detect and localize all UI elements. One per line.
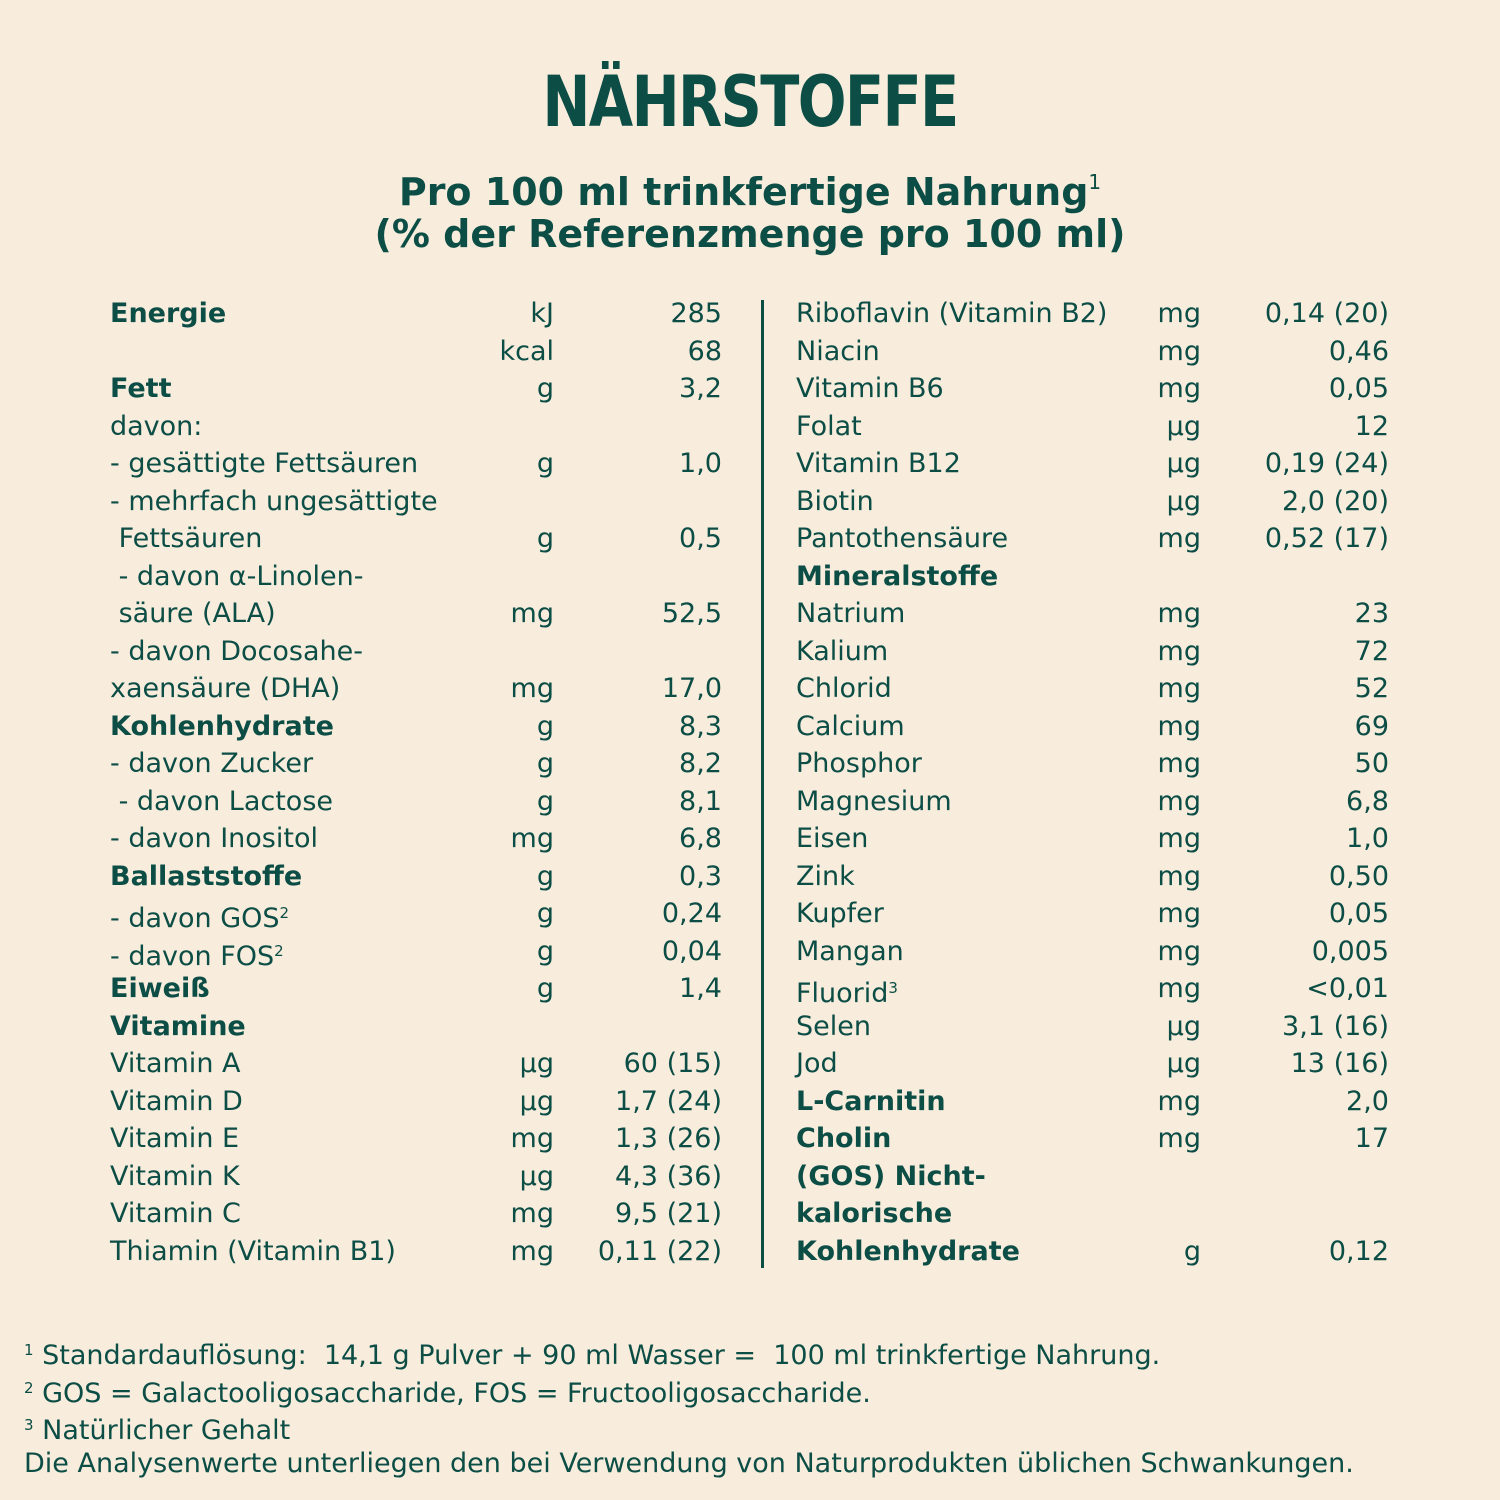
nutrient-value: 1,0 xyxy=(1346,823,1389,854)
table-row xyxy=(110,520,722,558)
table-row xyxy=(110,970,722,1008)
nutrient-label: kalorische xyxy=(796,1198,953,1229)
nutrient-unit: µg xyxy=(1166,1048,1201,1079)
nutrient-unit: g xyxy=(536,898,554,929)
nutrient-label: Phosphor xyxy=(796,748,922,779)
nutrient-unit: mg xyxy=(510,1235,554,1267)
nutrient-table-right xyxy=(796,295,1389,1270)
nutrient-value: 6,8 xyxy=(1346,785,1389,817)
footnote-text: Die Analysenwerte unterliegen den bei Verwendung von Naturprodukten üblichen Schwankungen. xyxy=(24,1447,1354,1479)
nutrient-unit: mg xyxy=(1157,785,1201,817)
subtitle-line-2: (% der Referenzmenge pro 100 ml) xyxy=(374,212,1126,256)
table-row xyxy=(110,1045,722,1083)
nutrient-label: Calcium xyxy=(796,710,905,742)
nutrient-label: Folat xyxy=(796,410,862,442)
table-row xyxy=(110,1195,722,1233)
nutrient-value: 50 xyxy=(1354,748,1389,779)
table-row xyxy=(110,295,722,333)
nutrient-label: Energie xyxy=(110,298,227,329)
nutrient-label: Mineralstoffe xyxy=(796,560,999,592)
nutrient-value: 0,04 xyxy=(661,935,722,967)
nutrient-label: Vitamin K xyxy=(110,1160,240,1192)
table-row xyxy=(796,1233,1389,1271)
nutrient-label: Kohlenhydrate xyxy=(110,710,334,742)
table-row xyxy=(796,295,1389,333)
nutrient-value: 0,05 xyxy=(1328,373,1389,404)
footnote-line xyxy=(24,1407,290,1450)
nutrient-label: Pantothensäure xyxy=(796,523,1009,554)
nutrient-unit: g xyxy=(536,973,554,1004)
footnote-number: 3 xyxy=(24,1416,34,1434)
nutrient-value: 8,3 xyxy=(679,710,722,742)
nutrient-label: - davon FOS$^2$ xyxy=(110,940,284,972)
table-row xyxy=(796,933,1389,971)
nutrient-label: Fett xyxy=(110,373,172,404)
nutrient-unit: mg xyxy=(510,598,554,629)
nutrient-unit: µg xyxy=(519,1085,554,1117)
nutrient-unit: mg xyxy=(1157,860,1201,892)
table-row xyxy=(796,1083,1389,1121)
table-row xyxy=(110,370,722,408)
table-row xyxy=(796,633,1389,671)
footnote-text: Natürlicher Gehalt xyxy=(33,1415,291,1446)
nutrient-value: 0,005 xyxy=(1311,935,1389,967)
table-row xyxy=(110,558,722,596)
table-row xyxy=(796,1158,1389,1196)
nutrient-label: davon: xyxy=(110,410,203,442)
nutrient-value: 0,5 xyxy=(679,523,722,554)
nutrient-unit: g xyxy=(536,748,554,779)
nutrient-label: Eiweiß xyxy=(110,973,210,1004)
nutrient-value: 285 xyxy=(670,298,722,329)
nutrient-label: Mangan xyxy=(796,935,904,967)
nutrient-label: Zink xyxy=(796,860,855,892)
nutrient-unit: mg xyxy=(1157,973,1201,1004)
footnote-ref: 2 xyxy=(279,904,290,922)
nutrient-value: <0,01 xyxy=(1306,973,1389,1004)
nutrient-unit: kcal xyxy=(499,335,554,367)
nutrient-value: 60 (15) xyxy=(623,1048,722,1079)
table-row xyxy=(110,483,722,521)
nutrient-label: Kupfer xyxy=(796,898,884,929)
table-row xyxy=(110,595,722,633)
nutrient-unit: mg xyxy=(1157,823,1201,854)
nutrient-unit: g xyxy=(536,373,554,404)
table-row xyxy=(796,1195,1389,1233)
nutrient-value: 69 xyxy=(1354,710,1389,742)
table-row xyxy=(110,633,722,671)
nutrient-label: Riboflavin (Vitamin B2) xyxy=(796,298,1108,329)
nutrient-label: Kalium xyxy=(796,635,889,667)
nutrient-label: Natrium xyxy=(796,598,906,629)
nutrient-unit: µg xyxy=(1166,410,1201,442)
nutrient-value: 0,11 (22) xyxy=(597,1235,722,1267)
nutrient-label: Niacin xyxy=(796,335,880,367)
nutrient-unit: µg xyxy=(1166,1010,1201,1042)
nutrient-unit: mg xyxy=(1157,898,1201,929)
nutrient-unit: mg xyxy=(1157,1123,1201,1154)
page-title: NÄHRSTOFFE xyxy=(542,61,958,143)
nutrient-label: (GOS) Nicht- xyxy=(796,1160,986,1192)
table-row xyxy=(796,595,1389,633)
nutrient-label: Vitamin E xyxy=(110,1123,240,1154)
table-row xyxy=(110,1158,722,1196)
nutrient-label: Jod xyxy=(796,1048,838,1079)
footnote-number: 1 xyxy=(24,1341,34,1359)
nutrient-label: xaensäure (DHA) xyxy=(110,673,341,704)
nutrient-value: 23 xyxy=(1354,598,1389,629)
nutrient-unit: mg xyxy=(1157,935,1201,967)
table-row xyxy=(796,670,1389,708)
table-row xyxy=(796,558,1389,596)
nutrient-value: 17 xyxy=(1354,1123,1389,1154)
nutrient-value: 0,19 (24) xyxy=(1264,448,1389,479)
table-row xyxy=(796,333,1389,371)
nutrient-value: 72 xyxy=(1354,635,1389,667)
table-row xyxy=(796,370,1389,408)
nutrient-value: 8,2 xyxy=(679,748,722,779)
nutrient-value: 3,1 (16) xyxy=(1282,1010,1389,1042)
nutrient-value: 52,5 xyxy=(661,598,722,629)
nutrient-label: Kohlenhydrate xyxy=(796,1235,1020,1267)
footnote-line xyxy=(24,1332,1160,1375)
nutrient-label: Ballaststoffe xyxy=(110,860,303,892)
nutrient-value: 52 xyxy=(1354,673,1389,704)
nutrient-unit: g xyxy=(536,710,554,742)
table-row xyxy=(110,783,722,821)
nutrient-label: Selen xyxy=(796,1010,871,1042)
table-row xyxy=(796,520,1389,558)
nutrient-label: säure (ALA) xyxy=(110,598,276,629)
table-row xyxy=(796,858,1389,896)
nutrient-value: 2,0 (20) xyxy=(1282,485,1389,517)
footnote-line xyxy=(24,1370,871,1413)
nutrient-unit: mg xyxy=(1157,298,1201,329)
nutrient-label: Vitamin D xyxy=(110,1085,243,1117)
nutrient-value: 0,3 xyxy=(679,860,722,892)
nutrient-unit: g xyxy=(536,523,554,554)
table-row xyxy=(110,1008,722,1046)
nutrient-value: 6,8 xyxy=(679,823,722,854)
table-row xyxy=(110,933,722,971)
nutrient-value: 0,14 (20) xyxy=(1264,298,1389,329)
nutrient-unit: mg xyxy=(510,823,554,854)
nutrient-value: 4,3 (36) xyxy=(615,1160,722,1192)
nutrient-value: 0,50 xyxy=(1328,860,1389,892)
nutrient-unit: g xyxy=(536,935,554,967)
nutrient-label: - gesättigte Fettsäuren xyxy=(110,448,419,479)
nutrient-value: 2,0 xyxy=(1346,1085,1389,1117)
nutrient-value: 17,0 xyxy=(661,673,722,704)
nutrient-unit: mg xyxy=(1157,635,1201,667)
nutrient-value: 0,12 xyxy=(1328,1235,1389,1267)
nutrient-label: Fluorid$^3$ xyxy=(796,978,898,1009)
table-row xyxy=(110,1120,722,1158)
nutrient-value: 0,46 xyxy=(1328,335,1389,367)
nutrient-value: 3,2 xyxy=(679,373,722,404)
nutrient-value: 0,05 xyxy=(1328,898,1389,929)
footnote-line xyxy=(24,1445,1354,1483)
footnote-number: 2 xyxy=(24,1378,34,1397)
subtitle-text: Pro 100 ml trinkfertige Nahrung xyxy=(398,170,1089,214)
nutrient-value: 0,52 (17) xyxy=(1264,523,1389,554)
nutrient-label: Eisen xyxy=(796,823,869,854)
table-row xyxy=(110,408,722,446)
table-row xyxy=(796,1045,1389,1083)
nutrient-label: Thiamin (Vitamin B1) xyxy=(110,1235,396,1267)
nutrient-unit: mg xyxy=(1157,373,1201,404)
nutrient-unit: mg xyxy=(1157,523,1201,554)
table-row xyxy=(796,783,1389,821)
nutrient-label: Vitamine xyxy=(110,1010,246,1042)
table-row xyxy=(110,858,722,896)
table-row xyxy=(796,820,1389,858)
nutrient-label: Chlorid xyxy=(796,673,892,704)
nutrient-value: 12 xyxy=(1354,410,1389,442)
nutrient-unit: mg xyxy=(510,1123,554,1154)
nutrient-unit: mg xyxy=(510,1198,554,1229)
nutrient-value: 1,0 xyxy=(679,448,722,479)
nutrient-unit: mg xyxy=(1157,710,1201,742)
nutrient-unit: kJ xyxy=(530,298,554,329)
table-row xyxy=(796,1120,1389,1158)
nutrient-label: - davon GOS$^2$ xyxy=(110,903,290,934)
table-row xyxy=(110,1083,722,1121)
table-row xyxy=(110,895,722,933)
nutrient-label: - mehrfach ungesättigte xyxy=(110,485,438,517)
nutrient-unit: mg xyxy=(1157,598,1201,629)
table-row xyxy=(796,895,1389,933)
table-row xyxy=(796,970,1389,1008)
footnote-text: GOS = Galactooligosaccharide, FOS = Fructooligosaccharide. xyxy=(33,1377,871,1409)
nutrient-value: 68 xyxy=(687,335,722,367)
table-row xyxy=(796,1008,1389,1046)
nutrient-unit: µg xyxy=(519,1048,554,1079)
nutrient-unit: g xyxy=(536,448,554,479)
nutrient-unit: mg xyxy=(1157,748,1201,779)
table-row xyxy=(796,708,1389,746)
nutrient-label: Vitamin A xyxy=(110,1048,241,1079)
nutrient-unit: mg xyxy=(1157,1085,1201,1117)
nutrient-value: 0,24 xyxy=(661,898,722,929)
nutrient-unit: g xyxy=(1183,1235,1201,1267)
nutrient-label: Fettsäuren xyxy=(110,523,263,554)
footnote-text: Standardauflösung: 14,1 g Pulver + 90 ml Wasser = 100 ml trinkfertige Nahrung. xyxy=(33,1340,1161,1371)
nutrient-label: - davon α-Linolen- xyxy=(110,560,364,592)
table-row xyxy=(110,333,722,371)
nutrient-unit: g xyxy=(536,785,554,817)
table-row xyxy=(110,445,722,483)
nutrient-label: L-Carnitin xyxy=(796,1085,946,1117)
nutrient-value: 13 (16) xyxy=(1290,1048,1389,1079)
nutrient-label: - davon Zucker xyxy=(110,748,314,779)
nutrient-label: Magnesium xyxy=(796,785,952,817)
nutrient-unit: mg xyxy=(1157,673,1201,704)
nutrient-unit: g xyxy=(536,860,554,892)
nutrient-label: Biotin xyxy=(796,485,874,517)
nutrient-label: Vitamin B6 xyxy=(796,373,944,404)
nutrient-value: 1,4 xyxy=(679,973,722,1004)
nutrient-value: 8,1 xyxy=(679,785,722,817)
nutrient-table-left xyxy=(110,295,722,1270)
nutrient-value: 9,5 (21) xyxy=(615,1198,722,1229)
table-row xyxy=(796,483,1389,521)
nutrient-label: - davon Inositol xyxy=(110,823,318,854)
nutrient-unit: µg xyxy=(1166,485,1201,517)
footnote-ref: 3 xyxy=(888,979,898,997)
table-row xyxy=(796,408,1389,446)
footnote-ref: 1 xyxy=(1088,170,1102,194)
table-row xyxy=(110,670,722,708)
table-row xyxy=(796,445,1389,483)
table-row xyxy=(110,1233,722,1271)
nutrient-label: Cholin xyxy=(796,1123,892,1154)
nutrient-label: Vitamin B12 xyxy=(796,448,961,479)
table-row xyxy=(110,745,722,783)
table-row xyxy=(110,708,722,746)
nutrient-label: - davon Lactose xyxy=(110,785,334,817)
table-row xyxy=(796,745,1389,783)
nutrient-label: Vitamin C xyxy=(110,1198,241,1229)
nutrient-label: - davon Docosahe- xyxy=(110,635,363,667)
nutrient-value: 1,3 (26) xyxy=(615,1123,722,1154)
nutrient-value: 1,7 (24) xyxy=(615,1085,722,1117)
nutrient-unit: mg xyxy=(1157,335,1201,367)
footnote-ref: 2 xyxy=(274,941,284,960)
nutrient-unit: µg xyxy=(519,1160,554,1192)
column-divider xyxy=(761,300,764,1268)
nutrient-unit: µg xyxy=(1166,448,1201,479)
nutrient-unit: mg xyxy=(510,673,554,704)
table-row xyxy=(110,820,722,858)
